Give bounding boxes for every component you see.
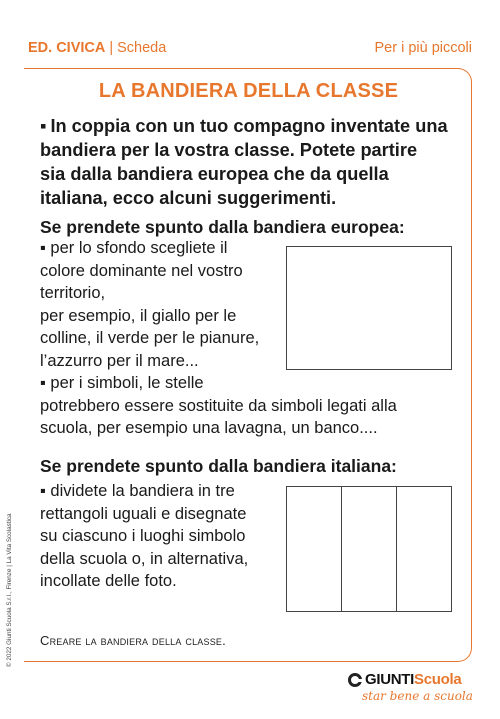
intro-paragraph <box>40 114 460 210</box>
giunti-g-icon <box>348 673 362 687</box>
intro-line: bandiera per la vostra classe. Potete partire <box>40 140 418 160</box>
italian-line: incollate delle foto. <box>40 572 177 590</box>
header-audience: Per i più piccoli <box>374 40 472 56</box>
header-separator: | <box>109 40 114 56</box>
flag-stripe <box>287 487 342 611</box>
european-line: per esempio, il giallo per le <box>40 306 237 325</box>
european-line: colline, il verde per le pianure, <box>40 329 260 347</box>
european-line: scuola, per esempio una lavagna, un banco.... <box>40 419 378 437</box>
page-title: LA BANDIERA DELLA CLASSE <box>98 80 399 102</box>
european-line: colore dominante nel vostro <box>40 261 243 280</box>
logo-brand-main: GIUNTI <box>365 671 415 688</box>
italian-line: rettangoli uguali e disegnate <box>40 504 247 523</box>
logo-brand-accent: Scuola <box>414 671 462 688</box>
publisher-logo <box>348 671 483 711</box>
italian-line: ▪ dividete la bandiera in tre <box>40 482 235 500</box>
flag-stripe <box>342 487 397 611</box>
italian-line: su ciascuno i luoghi simbolo <box>40 527 246 545</box>
intro-line: italiana, ecco alcuni suggerimenti. <box>40 188 337 208</box>
intro-line: ▪ In coppia con un tuo compagno inventate una <box>40 116 448 136</box>
european-line: ▪ per i simboli, le stelle <box>40 374 204 392</box>
logo-tagline: star bene a scuola <box>362 689 473 703</box>
european-flag-drawing-box <box>286 246 452 370</box>
copyright-notice: © 2022 Giunti Scuola S.r.l., Firenze | La Vita Scolastica <box>6 513 13 667</box>
italian-section-title: Se prendete spunto dalla bandiera italiana: <box>40 456 397 476</box>
italian-flag-drawing-box <box>286 486 452 612</box>
european-section-title: Se prendete spunto dalla bandiera europea: <box>40 217 405 237</box>
flag-stripe <box>397 487 451 611</box>
italian-line: della scuola o, in alternativa, <box>40 549 249 568</box>
european-line: ▪ per lo sfondo scegliete il <box>40 239 228 257</box>
header-subsection: Scheda <box>117 40 167 56</box>
intro-line: sia dalla bandiera europea che da quella <box>40 164 389 184</box>
european-line: territorio, <box>40 284 106 302</box>
header-section-label: ED. CIVICA <box>28 40 106 56</box>
european-line: l’azzurro per il mare... <box>40 351 199 370</box>
page-caption: Creare la bandiera della classe. <box>40 633 226 648</box>
european-line: potrebbero essere sostituite da simboli legati alla <box>40 396 397 415</box>
header-section <box>28 40 166 56</box>
italian-section-text <box>40 480 280 593</box>
intro-bullet: ▪ <box>40 116 47 136</box>
